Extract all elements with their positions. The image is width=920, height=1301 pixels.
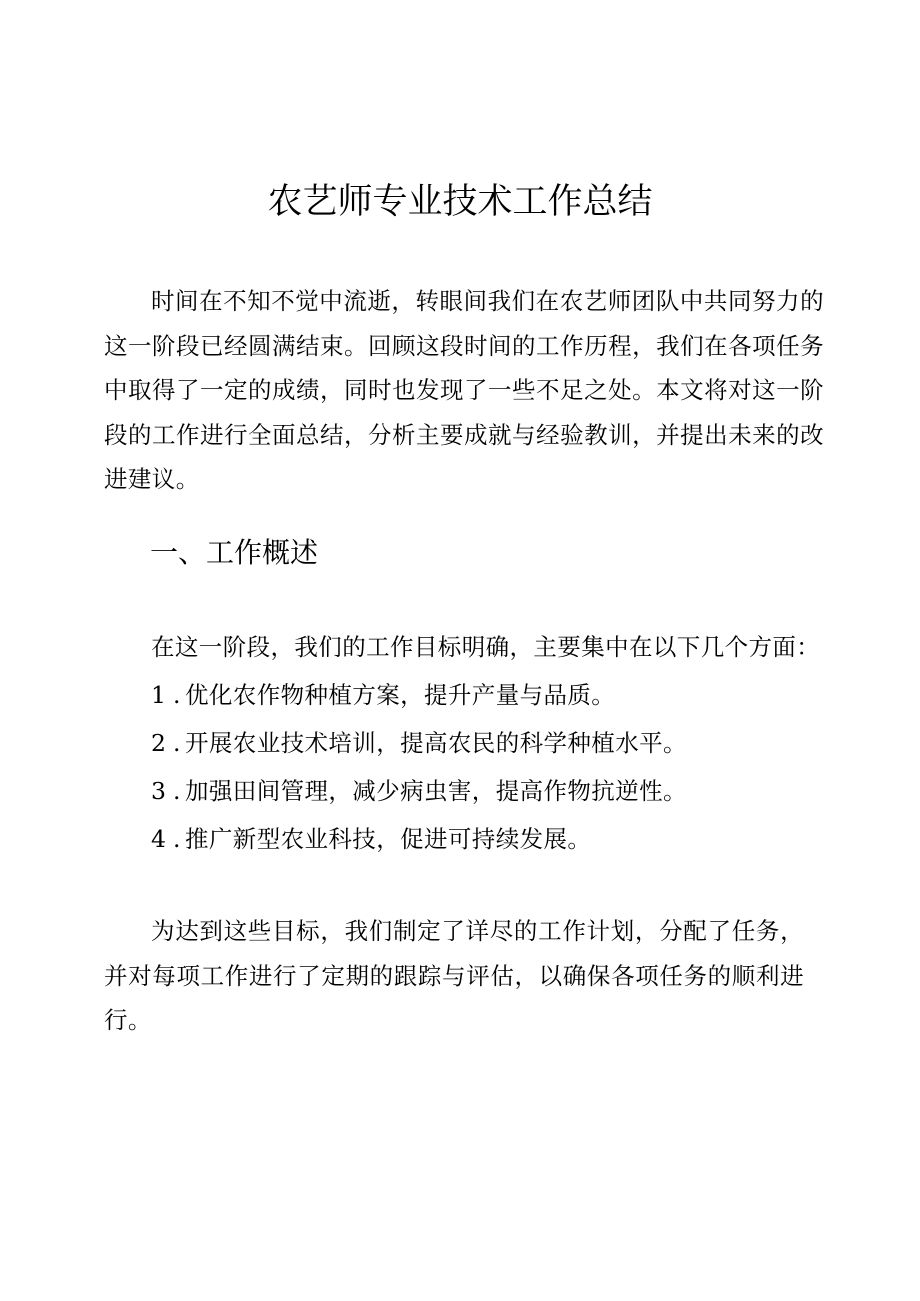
goal-item: [151, 723, 687, 763]
goal-text: 开展农业技术培训，提高农民的科学种植水平。: [185, 729, 687, 757]
goal-number: 3: [151, 777, 167, 805]
goal-item: [151, 675, 615, 715]
goal-dot: .: [173, 777, 181, 805]
goal-dot: .: [173, 825, 181, 853]
document-title: 农艺师专业技术工作总结: [267, 182, 653, 222]
intro-paragraph: 时间在不知不觉中流逝，转眼间我们在农艺师团队中共同努力的这一阶段已经圆满结束。回顾这段时间的工作历程，我们在各项任务中取得了一定的成绩，同时也发现了一些不足之处。本文将对这一阶段的工作进行全面总结，分析主要成就与经验教训，并提出未来的改进建议。: [104, 287, 824, 493]
goal-dot: .: [173, 729, 181, 757]
goal-text: 优化农作物种植方案，提升产量与品质。: [185, 681, 616, 709]
goal-text: 加强田间管理，减少病虫害，提高作物抗逆性。: [185, 777, 687, 805]
plan-paragraph: 为达到这些目标，我们制定了详尽的工作计划，分配了任务，并对每项工作进行了定期的跟踪与评估，以确保各项任务的顺利进行。: [104, 917, 804, 1034]
goal-number: 4: [151, 825, 167, 853]
goal-dot: .: [173, 681, 181, 709]
goal-number: 2: [151, 729, 167, 757]
goal-number: 1: [151, 681, 167, 709]
overview-intro-text: 在这一阶段，我们的工作目标明确，主要集中在以下几个方面：: [151, 633, 821, 661]
goal-item: [151, 771, 687, 811]
goal-item: [151, 819, 591, 859]
section-heading-overview: 一、工作概述: [150, 536, 319, 569]
goal-text: 推广新型农业科技，促进可持续发展。: [185, 825, 592, 853]
